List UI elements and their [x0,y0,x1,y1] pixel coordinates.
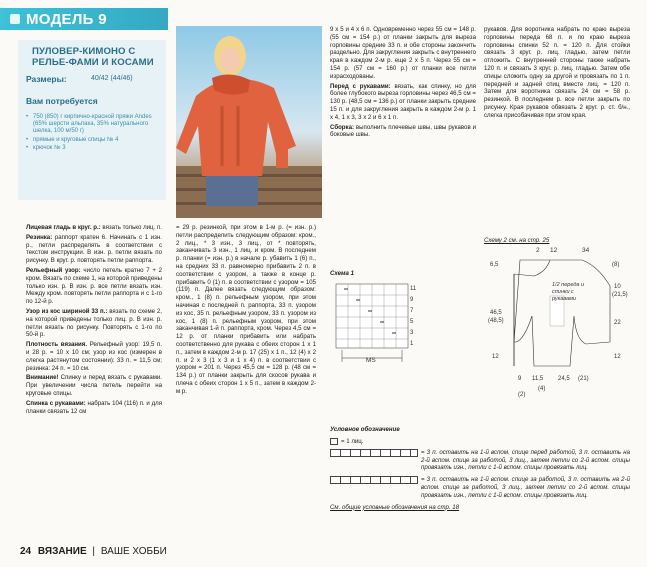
materials-list [26,114,158,153]
row-number: 9 [410,297,414,303]
page-footer [0,542,185,560]
dim-bottom: (4) [538,386,546,392]
dim-right: (8) [612,262,620,268]
scheme-1-title: Схема 1 [330,270,355,277]
row-number: 7 [410,308,414,314]
rapport-label: MS [366,357,376,364]
magazine-brand: ВЯЗАНИЕ [37,546,87,557]
dim-right: (21,5) [612,292,628,298]
paragraph: Узор из кос шириной 33 п.: вязать по схеме 2, на которой приведены только лиц. р. В изн. р. петли вязать по рисунку. Повторять с 1-го по 50-й р. [26,307,162,339]
row-number: 1 [410,341,414,347]
knit-symbol-icon [330,438,338,445]
pattern-diagram [474,246,636,416]
row-number: 5 [410,319,414,325]
dim-left: 46,5 [490,310,502,316]
text-column-2 [176,224,316,396]
paragraph: Лицевая гладь в круг. р.: вязать только лиц. п. [26,224,162,231]
dim-bottom: 9 [518,376,522,382]
page-number: 24 [20,546,32,557]
paragraph: Сборка: выполнить плечевые швы, швы рукавов и боковые швы. [330,123,476,139]
text-column-4 [484,26,630,120]
paragraph: рукавов. Для воротника набрать по краю выреза горловины переда 68 п. и по краю выреза горловины спинки 52 п. = 120 п. Для стойки связать 3 круг. р. лиц. гладью, затем петли отложить. С внутренней стороны также набрать 120 п. и связать 3 круг. р. лиц. гладью. Затем обе спицы сложить одну за другой и провязать по 1 п. передней и задней спиц вместе лиц. = 120 п. Затем для воротника связать 24 см = 58 р. резинкой. В последнем р. все петли закрыть по рисунку. Края рукавов обвязать 2 круг. р. ст. б/н., слегка присобачивая при этом края. [484,26,630,119]
model-photo [176,26,322,218]
row-number: 11 [410,286,417,292]
model-title: ПУЛОВЕР-КИМОНО С РЕЛЬЕ-ФАМИ И КОСАМИ [32,46,154,68]
footer-separator: | [92,546,96,557]
paragraph: Плотность вязания. Рельефный узор: 19,5 п. и 28 р. = 10 х 10 см; узор из кос (измерен в слегка растянутом состоянии): 33 п. = 11,5 см; резинка: 24 п. = 10 см. [26,341,162,372]
section-header [0,8,168,30]
text-column-1 [26,224,162,415]
sizes-label: Размеры: [26,74,67,84]
dim-right: 12 [614,354,621,360]
diagram-body-label: 1/2 переда и спинки с рукавами [552,282,585,302]
paragraph: = 29 р. резинкой, при этом в 1-м р. (= изн. р.) петли распределить следующим образом: кром., 2 лиц., * 3 изн., 3 лиц., от * повторять, заканчивать 3 изн., 1 лиц. и кром. В последнем р. планки (= изн. р.) в начале р. убавить 1 (6) п., на средних 33 п. равномерно прибавить 2 п. в соответствии с узором, а также в конце р. прибавить 0 (1) п. в соответствии с узором = 105 (119) п. Далее вязать следующим образом: кром., 1 (8) п. рельефным узором, при этом начиная с последней п. раппорта, 33 п. узором из кос, 35 п. рельефным узором, 33 п. узором из кос, 1 (8) п. рельефным узором, при этом заканчивая 1-й п. раппорта, кром. Через 4,5 см = 12 р. от планки прибавить или набрать соответственно для рукава с обеих сторон 1 х 1 п., затем в каждом 2-м р. 17 (25) х 1 п., 12 (4) х 2 п. и 2 х 3 (1 х 3 и 1 х 4) п. в соответствии с узором = 201 п. Через 45,5 см = 128 р. (48 см = 134 р.) от планки закрыть для скосов рукава и плеча с обеих сторон 1 х 5 п., затем в каждом 2-м р. [176,224,316,395]
paragraph: Рельефный узор: число петель кратно 7 + 2 кром. Вязать по схеме 1, на которой приведены только изн. р. В изн. р. все петли вязать изн. Между кром. повторять петли раппорта и с 1-го по 12-й р. [26,266,163,306]
legend-item: = 1 лиц. [330,438,630,446]
row-number: 3 [410,330,414,336]
legend-item: = 3 п. оставить на 1-й вспом. спице за работой, 3 п. оставить на 2-й вспом. спице за работой, 3 лиц., затем петли со 2-й вспом. спицы провязать изн., петли с 1-й вспом. спицы провязать лиц. [330,476,630,499]
info-box [18,40,166,200]
cable-right-symbol-icon [330,476,418,484]
paragraph: Перед с рукавами: вязать, как спинку, но для более глубокого выреза горловины через 46,5 см = 130 р. (48,5 см = 136 р.) от планки закрыть средние 15 п. и для закругления закрыть в каждом 2-м р. 1 х 4, 1 х 3, 3 х 2 и 6 х 1 п. [330,82,476,121]
dim-right: 10 [614,284,621,290]
paragraph: 9 х 5 и 4 х 6 п. Одновременно через 55 см = 148 р. (55 см = 154 р.) от планки закрыть для выреза горловины средние 33 п. и обе стороны закончить раздельно. Для закругления закрыть с внутреннего края в каждом 2-м р. еще 2 х 5 п. Через 55 см = 154 р. (57 см = 160 р.) от планки все петли израсходованы. [330,26,476,80]
legend-item: = 3 п. оставить на 1-й вспом. спице перед работой, 3 п. оставить на 2-й вспом. спице за работой, 3 лиц., затем петли со 2-й вспом. спицы провязать изн., петли с 1-й вспом. спицы провязать лиц. [330,449,630,472]
magazine-tagline: ВАШЕ ХОББИ [100,546,167,557]
dim-top: 2 [536,247,540,254]
dim-bottom: 24,5 [558,376,570,382]
dim-right: 22 [614,320,621,326]
material-item: • крючок № 3 [26,145,158,152]
paragraph: Резинка: раппорт кратен 6. Начинать с 1 изн. р., петли распределять в соответствии с текстом инструкции. В изн. р. петли вязать по рисунку. В круг. р. повторять петли раппорта. [26,233,162,265]
dim-bottom: (21) [578,376,589,382]
dim-left: 12 [492,354,499,360]
legend [330,438,630,511]
dim-top: 34 [582,247,590,254]
material-item: • 750 (850) г кирпично-красной пряжи Andes (65% шерсти альпака, 35% натурального шелка, 100 м/50 г) [26,114,158,136]
dim-bottom: 11,5 [532,376,544,382]
text-column-3 [330,26,476,139]
material-item: • прямые и круговые спицы № 4 [26,137,158,144]
materials-heading: Вам потребуется [26,96,98,106]
scheme-2-link[interactable]: Схему 2 см. на стр. 25 [484,237,550,244]
dim-bottom: (2) [518,392,526,398]
paragraph: Спинка с рукавами: набрать 104 (116) п. и для планки связать 12 см [26,399,163,415]
scheme-1-grid [330,280,420,364]
sizes-value: 40/42 (44/46) [91,75,133,82]
dim-top: 12 [550,247,558,254]
legend-title: Условное обозначение [330,426,400,433]
section-title: МОДЕЛЬ 9 [26,11,107,28]
dim-left: (48,5) [488,318,504,324]
photo-illustration [176,26,322,218]
cable-left-symbol-icon [330,449,418,457]
paragraph: Внимание! Спинку и перед вязать с рукавами. При увеличении числа петель перейти на круговые спицы. [26,374,162,397]
dim-left: 6,5 [490,262,499,268]
general-symbols-link[interactable]: См. общие условные обозначения на стр. 18 [330,503,460,511]
